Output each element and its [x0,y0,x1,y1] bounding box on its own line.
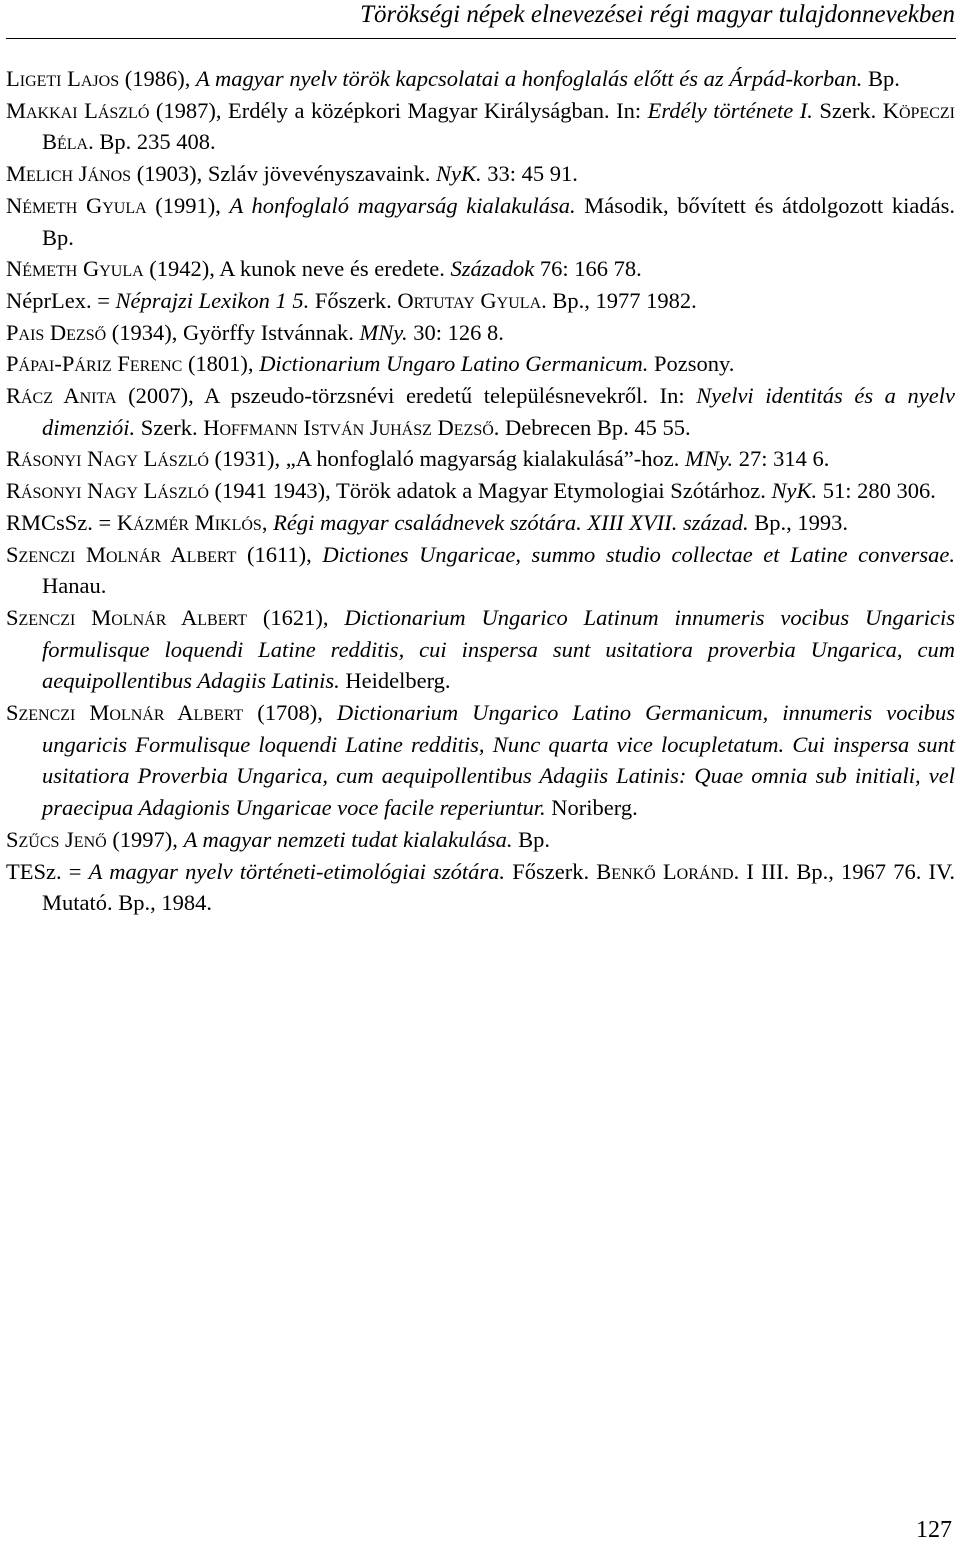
title-italic: Századok [450,256,535,282]
entry-text: 30: 126 8. [407,319,504,345]
page-number: 127 [916,1517,952,1543]
entry-text: (1801), [182,351,260,377]
entry-text: (1942), A kunok neve és eredete. [143,256,451,282]
author-name: Benkő Loránd [596,858,734,884]
author-name: Németh Gyula [6,192,147,218]
author-name: Pais Dezső [6,319,107,345]
entry-text: NéprLex. = [6,287,116,313]
author-name: Szenczi Molnár Albert [6,700,244,726]
bibliography-entry [6,539,955,602]
entry-text: Bp. [862,66,900,91]
entry-text: (1934), Györffy Istvánnak. [106,319,360,345]
entry-text: (1611), [236,541,323,567]
entry-text: Heidelberg. [339,668,451,694]
bibliography-entry [6,285,955,317]
author-name: Hoffmann István [203,414,365,440]
title-italic: NyK. [435,161,482,187]
author-name: Szűcs Jenő [6,826,107,852]
entry-text: (1621), [246,604,345,630]
entry-text: Főszerk. [309,287,398,313]
title-italic: A magyar nemzeti tudat kialakulása. [183,826,513,852]
author-name: Kázmér Miklós [116,509,262,535]
author-name: Rásonyi Nagy László [6,478,209,504]
title-italic: Nyelvi identitás és a nyelv dimenziói. [42,383,955,440]
entry-text: . Bp. 235 408. [88,129,216,155]
author-name: Szenczi Molnár Albert [6,604,247,630]
title-italic: NyK. [771,478,818,504]
author-name: Melich János [6,161,132,187]
entry-text: (1931), „A honfoglaló magyarság kialakulásá”-hoz. [208,446,686,472]
title-italic: Dictionarium Ungarico Latino Germanicum, innumeris vocibus ungaricis Formulisque loquendi Latine redditis, Nunc quarta vice locupletatum. Cui inspersa sunt usitatiora Proverbia Ungarica, cum aequipollentibus Adagiis Latinis: Quae omnia sub initiali, vel praecipua Adagionis Ungaricae voce facile reperiuntur. [42,700,955,821]
title-italic: Dictionarium Ungarico Latinum innumeris vocibus Ungaricis formulisque loquendi Latine redditis, cui inspersa sunt usitatiora proverbia Ungarica, cum aequipollentibus Adagiis Latinis. [42,604,955,694]
entry-text: Bp. [512,826,550,852]
entry-text: . Bp., 1977 1982. [541,287,697,313]
entry-text: (1991), [146,192,230,218]
entry-text: Noriberg. [545,795,638,821]
entry-text: 27: 314 6. [733,446,830,472]
author-name: Szenczi Molnár Albert [6,541,237,567]
title-italic: A magyar nyelv török kapcsolatai a honfoglalás előtt és az Árpád-korban. [195,66,863,91]
title-italic: A magyar nyelv történeti-etimológiai szótára. [88,858,506,884]
bibliography-entry [6,95,955,158]
entry-text: , [261,509,274,535]
entry-text: (1903), Szláv jövevényszavaink. [131,161,436,187]
entry-text: Főszerk. [505,858,597,884]
entry-text: Szerk. [135,414,204,440]
bibliography-entry [6,602,955,697]
bibliography-entry [6,317,955,349]
title-italic: A honfoglaló magyarság kialakulása. [229,192,576,218]
bibliography-entry [6,507,955,539]
entry-text: (1986), [119,66,196,91]
bibliography-entry [6,348,955,380]
entry-text: . I III. Bp., 1967 76. IV. Mutató. Bp., 1984. [42,858,955,916]
author-name: Ortutay Gyula [397,287,542,313]
entry-text: Bp., 1993. [748,509,849,535]
author-name: Köpeczi Béla [42,97,955,155]
bibliography-entry [6,253,955,285]
bibliography-entry [6,475,955,507]
bibliography-entry [6,380,955,443]
entry-text: (2007), A pszeudo-törzsnévi eredetű településnevekről. In: [116,383,697,409]
entry-text: Hanau. [42,573,107,599]
author-name: Makkai László [6,97,150,123]
entry-text: TESz. = [6,858,89,884]
running-header: Törökségi népek elnevezései régi magyar tulajdonnevekben [360,1,955,28]
entry-text: RMCsSz. = [6,509,117,535]
entry-text: (1997), [106,826,184,852]
title-italic: MNy. [685,446,734,472]
header-rule [6,38,956,39]
bibliography-entry [6,824,955,856]
entry-text: Szerk. [812,97,883,123]
entry-text: (1987), Erdély a középkori Magyar Királyságban. In: [149,97,648,123]
author-name: Ligeti Lajos [6,66,120,91]
title-italic: Erdély története I. [647,97,813,123]
bibliography-entry [6,697,955,824]
bibliography-entry [6,443,955,475]
entry-text: . Debrecen Bp. 45 55. [493,414,691,440]
title-italic: MNy. [359,319,408,345]
entry-text: Második, bővített és átdolgozott kiadás. Bp. [42,192,955,250]
entry-text: 51: 280 306. [817,478,936,504]
title-italic: Dictionarium Ungaro Latino Germanicum. [259,351,649,377]
entry-text: 76: 166 78. [534,256,642,282]
bibliography-entry [6,856,955,919]
title-italic: Néprajzi Lexikon 1 5. [115,287,310,313]
bibliography-entry [6,190,955,253]
author-name: Németh Gyula [6,256,144,282]
bibliography-entry [6,158,955,190]
title-italic: Régi magyar családnevek szótára. XIII XVII. század. [273,509,749,535]
author-name: Pápai-Páriz Ferenc [6,351,183,377]
author-name: Juhász Dezső [369,414,494,440]
entry-text: (1708), [243,700,337,726]
author-name: Rácz Anita [6,383,117,409]
author-name: Rásonyi Nagy László [6,446,209,472]
bibliography-entry [6,63,955,95]
entry-text: Pozsony. [648,351,735,377]
title-italic: Dictiones Ungaricae, summo studio collectae et Latine conversae. [322,541,955,567]
entry-text: (1941 1943), Török adatok a Magyar Etymologiai Szótárhoz. [208,478,772,504]
bibliography-list [6,63,955,919]
entry-text: 33: 45 91. [481,161,578,187]
